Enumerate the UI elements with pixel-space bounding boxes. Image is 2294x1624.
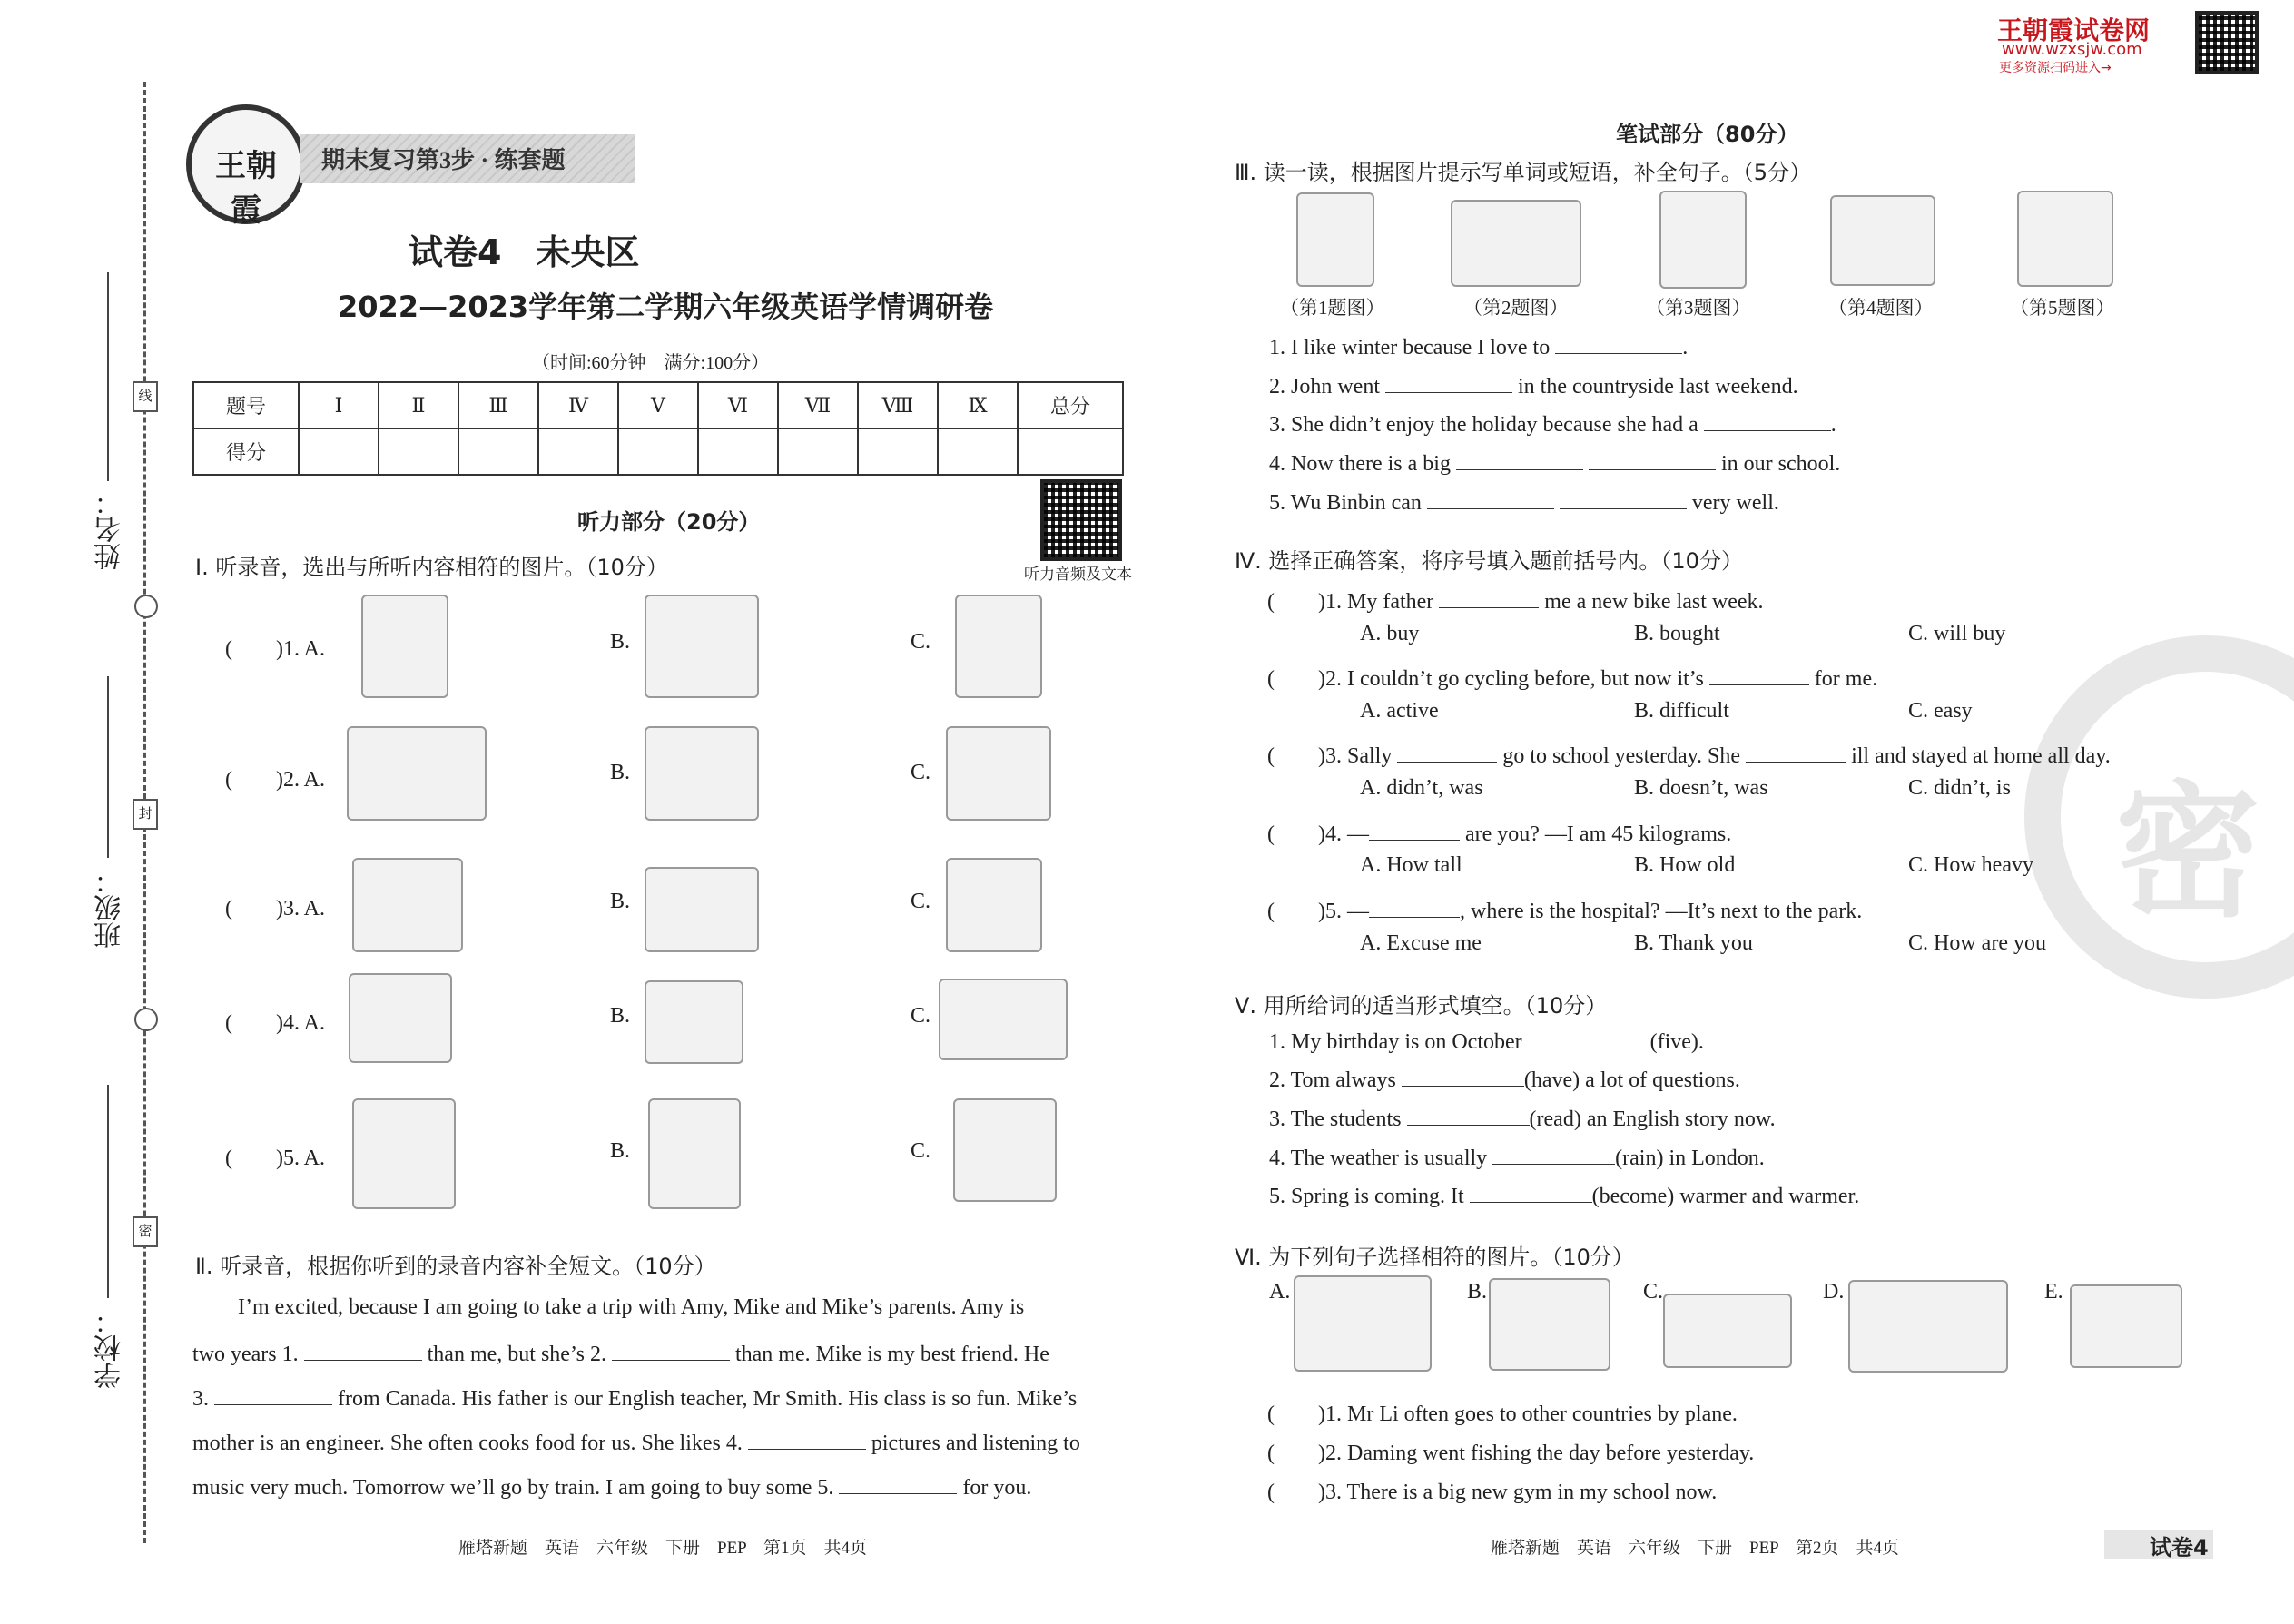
picture-girls-icon[interactable] bbox=[361, 595, 448, 698]
sec4-q3-option-c[interactable]: C. didn’t, is bbox=[1908, 776, 2011, 800]
question-text: ill and stayed at home all day. bbox=[1851, 744, 2111, 768]
question-text: me a new bike last week. bbox=[1544, 590, 1764, 614]
school-field[interactable] bbox=[107, 1085, 109, 1298]
table-cell: Ⅵ bbox=[698, 382, 778, 428]
name-label: 姓名： bbox=[95, 488, 125, 570]
sec5-q4 bbox=[1269, 1144, 1765, 1171]
answer-blank[interactable] bbox=[1555, 333, 1682, 354]
corner-tag-text: 试卷4 bbox=[2150, 1535, 2209, 1560]
sec4-q4-stem bbox=[1267, 815, 1731, 847]
seal-mark-seal: 封 bbox=[133, 799, 158, 830]
exam-time-info: （时间:60分钟 满分:100分） bbox=[532, 353, 770, 373]
blank-5[interactable] bbox=[839, 1473, 957, 1494]
sec4-q2-option-a[interactable]: A. active bbox=[1360, 699, 1439, 723]
question-text: (rain) in London. bbox=[1615, 1147, 1765, 1170]
score-input-cell[interactable] bbox=[379, 428, 458, 475]
answer-blank bbox=[1397, 742, 1497, 763]
picture-gym-icon[interactable] bbox=[2070, 1284, 2182, 1368]
header-banner bbox=[300, 134, 635, 183]
qr-caption: 听力音频及文本 bbox=[1024, 566, 1132, 583]
sec4-q5-option-c[interactable]: C. How are you bbox=[1908, 931, 2046, 955]
score-table-header-row bbox=[193, 382, 1123, 428]
score-input-cell[interactable] bbox=[538, 428, 618, 475]
sec6-q1: ( )1. Mr Li often goes to other countries by plane. bbox=[1267, 1403, 1738, 1426]
answer-blank[interactable] bbox=[1402, 1066, 1524, 1087]
question-text: 1. My birthday is on October bbox=[1269, 1030, 1522, 1054]
question-text: 5. Spring is coming. It bbox=[1269, 1185, 1464, 1208]
answer-blank[interactable] bbox=[1407, 1105, 1530, 1126]
sec3-q5 bbox=[1269, 488, 1779, 516]
listening-heading: 听力部分（20分） bbox=[577, 509, 761, 535]
answer-blank[interactable] bbox=[1528, 1028, 1650, 1048]
option-c-label: C. bbox=[911, 1004, 931, 1028]
section-6-title: Ⅵ. 为下列句子选择相符的图片。（10分） bbox=[1235, 1245, 1634, 1270]
picture-horse-riding-icon[interactable] bbox=[352, 1098, 456, 1209]
score-input-cell[interactable] bbox=[458, 428, 538, 475]
question-text: in the countryside last weekend. bbox=[1518, 375, 1798, 399]
picture-ice-skating-icon[interactable] bbox=[648, 1098, 741, 1209]
sec3-q4 bbox=[1269, 449, 1840, 477]
picture-reading-icon[interactable] bbox=[946, 858, 1042, 952]
picture-dining-hall-icon bbox=[1830, 195, 1935, 286]
score-table bbox=[192, 381, 1124, 476]
answer-blank[interactable] bbox=[1427, 488, 1554, 509]
sec3-q1 bbox=[1269, 333, 1688, 360]
question-text: ( )3. Sally bbox=[1267, 744, 1393, 768]
banner-text: 期末复习第3步 · 练套题 bbox=[321, 147, 566, 173]
table-cell: Ⅲ bbox=[458, 382, 538, 428]
question-text: 4. Now there is a big bbox=[1269, 452, 1451, 476]
passage-text: music very much. Tomorrow we’ll go by train. I am going to buy some 5. bbox=[192, 1476, 834, 1500]
passage-text: mother is an engineer. She often cooks food for us. She likes 4. bbox=[192, 1432, 743, 1455]
picture-fishing-icon[interactable] bbox=[1489, 1278, 1610, 1371]
sec6-opt-a: A. bbox=[1269, 1280, 1291, 1304]
table-cell: 得分 bbox=[193, 428, 299, 475]
table-cell: Ⅸ bbox=[938, 382, 1018, 428]
option-b-label: B. bbox=[610, 630, 631, 654]
caption-3: （第3题图） bbox=[1646, 297, 1751, 319]
option-c-label: C. bbox=[911, 761, 931, 784]
picture-friends-icon[interactable] bbox=[1294, 1275, 1432, 1372]
score-table-score-row bbox=[193, 428, 1123, 475]
sec6-opt-e: E. bbox=[2044, 1280, 2063, 1304]
picture-cycling-icon[interactable] bbox=[347, 726, 487, 821]
sec5-q5 bbox=[1269, 1182, 1859, 1209]
q5-number: ( )5. A. bbox=[225, 1147, 325, 1170]
passage-text: than me, but she’s 2. bbox=[427, 1343, 606, 1366]
picture-sleeping-icon[interactable] bbox=[939, 979, 1068, 1060]
picture-camping-icon bbox=[1451, 200, 1581, 287]
sec4-q3-stem bbox=[1267, 737, 2111, 769]
exam-title: 2022—2023学年第二学期六年级英语学情调研卷 bbox=[338, 290, 994, 324]
sec3-q3 bbox=[1269, 410, 1836, 438]
score-input-cell[interactable] bbox=[1018, 428, 1123, 475]
caption-1: （第1题图） bbox=[1280, 297, 1385, 319]
passage-text: 3. bbox=[192, 1387, 209, 1411]
section-1-title: Ⅰ. 听录音，选出与所听内容相符的图片。（10分） bbox=[195, 555, 668, 580]
question-text: go to school yesterday. She bbox=[1502, 744, 1741, 768]
answer-blank[interactable] bbox=[1470, 1182, 1592, 1203]
question-text: ( )4. — bbox=[1267, 822, 1369, 846]
question-text: . bbox=[1830, 413, 1836, 437]
picture-sneezing-icon bbox=[1659, 191, 1747, 289]
question-text: . bbox=[1682, 336, 1689, 359]
picture-boys-talking-icon[interactable] bbox=[955, 595, 1042, 698]
answer-blank[interactable] bbox=[1704, 410, 1831, 431]
sec4-q5-option-a[interactable]: A. Excuse me bbox=[1360, 931, 1482, 955]
score-input-cell[interactable] bbox=[698, 428, 778, 475]
picture-badminton-icon[interactable] bbox=[953, 1098, 1057, 1202]
picture-library-icon[interactable] bbox=[1848, 1280, 2008, 1373]
blank-2[interactable] bbox=[612, 1340, 730, 1361]
question-text: 3. The students bbox=[1269, 1107, 1402, 1131]
watermark-text: 密 bbox=[2115, 767, 2261, 937]
picture-badminton-icon bbox=[2017, 191, 2113, 287]
option-b-label: B. bbox=[610, 1004, 631, 1028]
answer-blank[interactable] bbox=[1560, 488, 1687, 509]
margin-dot bbox=[134, 595, 158, 618]
section-2-title: Ⅱ. 听录音，根据你听到的录音内容补全短文。（10分） bbox=[195, 1254, 716, 1279]
q3-number: ( )3. A. bbox=[225, 897, 325, 920]
q1-number: ( )1. A. bbox=[225, 637, 325, 661]
sec4-q2-stem bbox=[1267, 660, 1877, 692]
picture-washing-icon[interactable] bbox=[946, 726, 1051, 821]
sec5-q3 bbox=[1269, 1105, 1776, 1132]
question-text: (become) warmer and warmer. bbox=[1591, 1185, 1860, 1208]
table-cell: Ⅳ bbox=[538, 382, 618, 428]
section-4-title: Ⅳ. 选择正确答案，将序号填入题前括号内。（10分） bbox=[1235, 548, 1743, 574]
brand-url[interactable]: www.wzxsjw.com bbox=[2002, 40, 2142, 59]
table-cell: Ⅴ bbox=[618, 382, 698, 428]
question-text: very well. bbox=[1691, 491, 1779, 515]
picture-skating-icon bbox=[1296, 192, 1374, 287]
answer-blank[interactable] bbox=[1589, 449, 1716, 470]
class-field[interactable] bbox=[107, 676, 109, 858]
name-field[interactable] bbox=[107, 272, 109, 481]
question-text: 2. Tom always bbox=[1269, 1068, 1396, 1092]
answer-blank bbox=[1369, 897, 1460, 918]
picture-girl-portrait-icon[interactable] bbox=[349, 973, 452, 1063]
score-input-cell[interactable] bbox=[778, 428, 858, 475]
passage-text: two years 1. bbox=[192, 1343, 299, 1366]
option-b-label: B. bbox=[610, 761, 631, 784]
question-text: (have) a lot of questions. bbox=[1523, 1068, 1740, 1092]
option-c-label: C. bbox=[911, 890, 931, 913]
sec4-q1-option-a[interactable]: A. buy bbox=[1360, 622, 1420, 645]
option-c-label: C. bbox=[911, 1139, 931, 1163]
table-cell: Ⅰ bbox=[299, 382, 379, 428]
picture-window-icon[interactable] bbox=[352, 858, 463, 952]
passage-text: than me. Mike is my best friend. He bbox=[734, 1343, 1049, 1366]
sec4-q2-option-b[interactable]: B. difficult bbox=[1634, 699, 1729, 723]
sec4-q3-option-b[interactable]: B. doesn’t, was bbox=[1634, 776, 1768, 800]
score-input-cell[interactable] bbox=[938, 428, 1018, 475]
picture-sick-boy-icon[interactable] bbox=[645, 980, 743, 1064]
question-text: 3. She didn’t enjoy the holiday because she had a bbox=[1269, 413, 1698, 437]
watermark-seal bbox=[2024, 635, 2294, 999]
blank-1[interactable] bbox=[304, 1340, 422, 1361]
option-b-label: B. bbox=[610, 1139, 631, 1163]
sec4-q4-option-b[interactable]: B. How old bbox=[1634, 853, 1736, 877]
passage-line-4 bbox=[192, 1429, 1137, 1456]
section-5-title: Ⅴ. 用所给词的适当形式填空。（10分） bbox=[1235, 993, 1608, 1019]
passage-line-1: I’m excited, because I am going to take a trip with Amy, Mike and Mike’s parents. Amy is bbox=[238, 1295, 1025, 1319]
question-text: (read) an English story now. bbox=[1529, 1107, 1776, 1131]
school-label: 学校： bbox=[95, 1307, 125, 1389]
qr-code-icon[interactable] bbox=[1040, 479, 1122, 561]
picture-tent-icon[interactable] bbox=[645, 726, 759, 821]
question-text: 4. The weather is usually bbox=[1269, 1147, 1488, 1170]
answer-blank bbox=[1709, 664, 1809, 685]
brand-qr-icon[interactable] bbox=[2195, 11, 2259, 74]
question-text: ( )2. I couldn’t go cycling before, but now it’s bbox=[1267, 667, 1704, 691]
picture-bike-fall-icon[interactable] bbox=[645, 867, 759, 952]
question-text: (five). bbox=[1649, 1030, 1704, 1054]
brand-name: 王朝霞试卷网 bbox=[1997, 15, 2151, 45]
question-text: , where is the hospital? —It’s next to the park. bbox=[1459, 900, 1863, 923]
passage-line-2 bbox=[192, 1340, 1137, 1367]
score-input-cell[interactable] bbox=[858, 428, 938, 475]
answer-blank[interactable] bbox=[1385, 372, 1512, 393]
question-text: in our school. bbox=[1720, 452, 1841, 476]
sec4-q1-option-c[interactable]: C. will buy bbox=[1908, 622, 2006, 645]
sec6-q2: ( )2. Daming went fishing the day before yesterday. bbox=[1267, 1442, 1755, 1465]
sec5-q1 bbox=[1269, 1028, 1704, 1055]
q4-number: ( )4. A. bbox=[225, 1011, 325, 1035]
sec5-q2 bbox=[1269, 1066, 1740, 1093]
question-text: 5. Wu Binbin can bbox=[1269, 491, 1422, 515]
written-heading: 笔试部分（80分） bbox=[1616, 122, 1799, 147]
blank-4[interactable] bbox=[748, 1429, 866, 1450]
question-text: for me. bbox=[1814, 667, 1878, 691]
table-cell: 题号 bbox=[193, 382, 299, 428]
table-cell: Ⅱ bbox=[379, 382, 458, 428]
sec6-q3: ( )3. There is a big new gym in my school now. bbox=[1267, 1481, 1718, 1504]
table-cell: Ⅷ bbox=[858, 382, 938, 428]
sec6-opt-c: C. bbox=[1643, 1280, 1664, 1304]
seal-mark-line: 线 bbox=[133, 381, 158, 412]
caption-2: （第2题图） bbox=[1463, 297, 1569, 319]
sec4-q5-stem bbox=[1267, 892, 1862, 924]
paper-title: 试卷4 未央区 bbox=[409, 232, 640, 272]
footer-right: 雁塔新题 英语 六年级 下册 PEP 第2页 共4页 bbox=[1491, 1539, 1900, 1558]
picture-boys-icon[interactable] bbox=[645, 595, 759, 698]
section-3-title: Ⅲ. 读一读，根据图片提示写单词或短语，补全句子。（5分） bbox=[1235, 160, 1812, 185]
passage-line-3 bbox=[192, 1384, 1137, 1412]
passage-text: for you. bbox=[962, 1476, 1032, 1500]
sec4-q1-stem bbox=[1267, 583, 1764, 615]
seal-mark-secret: 密 bbox=[133, 1216, 158, 1247]
sec4-q4-option-a[interactable]: A. How tall bbox=[1360, 853, 1462, 877]
question-text: ( )1. My father bbox=[1267, 590, 1434, 614]
question-text: ( )5. — bbox=[1267, 900, 1369, 923]
score-input-cell[interactable] bbox=[299, 428, 379, 475]
score-input-cell[interactable] bbox=[618, 428, 698, 475]
answer-blank[interactable] bbox=[1492, 1144, 1615, 1165]
answer-blank bbox=[1439, 587, 1539, 608]
sec4-q3-option-a[interactable]: A. didn’t, was bbox=[1360, 776, 1483, 800]
table-cell: Ⅶ bbox=[778, 382, 858, 428]
passage-text: from Canada. His father is our English teacher, Mr Smith. His class is so fun. Mike’s bbox=[338, 1387, 1078, 1411]
sec4-q5-option-b[interactable]: B. Thank you bbox=[1634, 931, 1753, 955]
sec6-opt-b: B. bbox=[1467, 1280, 1488, 1304]
question-text: are you? —I am 45 kilograms. bbox=[1464, 822, 1732, 846]
q2-number: ( )2. A. bbox=[225, 768, 325, 792]
passage-line-5 bbox=[192, 1473, 1137, 1501]
footer-left: 雁塔新题 英语 六年级 下册 PEP 第1页 共4页 bbox=[458, 1539, 868, 1558]
answer-blank bbox=[1369, 820, 1460, 841]
table-cell: 总分 bbox=[1018, 382, 1123, 428]
sec4-q4-option-c[interactable]: C. How heavy bbox=[1908, 853, 2033, 877]
passage-text: pictures and listening to bbox=[871, 1432, 1080, 1455]
picture-plane-icon[interactable] bbox=[1663, 1294, 1792, 1368]
logo-text: 王朝霞 bbox=[215, 150, 277, 228]
sec3-q2 bbox=[1269, 372, 1798, 399]
margin-dot bbox=[134, 1008, 158, 1031]
blank-3[interactable] bbox=[214, 1384, 332, 1405]
class-label: 班级： bbox=[95, 867, 125, 949]
caption-4: （第4题图） bbox=[1828, 297, 1934, 319]
brand-more: 更多资源扫码进入→ bbox=[1999, 61, 2112, 75]
question-text: 1. I like winter because I love to bbox=[1269, 336, 1551, 359]
caption-5: （第5题图） bbox=[2010, 297, 2115, 319]
sec4-q2-option-c[interactable]: C. easy bbox=[1908, 699, 1973, 723]
question-text: 2. John went bbox=[1269, 375, 1380, 399]
option-c-label: C. bbox=[911, 630, 931, 654]
corner-tag bbox=[2104, 1530, 2213, 1559]
answer-blank[interactable] bbox=[1456, 449, 1583, 470]
answer-blank bbox=[1746, 742, 1846, 763]
sec4-q1-option-b[interactable]: B. bought bbox=[1634, 622, 1720, 645]
option-b-label: B. bbox=[610, 890, 631, 913]
brand-logo bbox=[186, 104, 306, 228]
sec6-opt-d: D. bbox=[1823, 1280, 1845, 1304]
